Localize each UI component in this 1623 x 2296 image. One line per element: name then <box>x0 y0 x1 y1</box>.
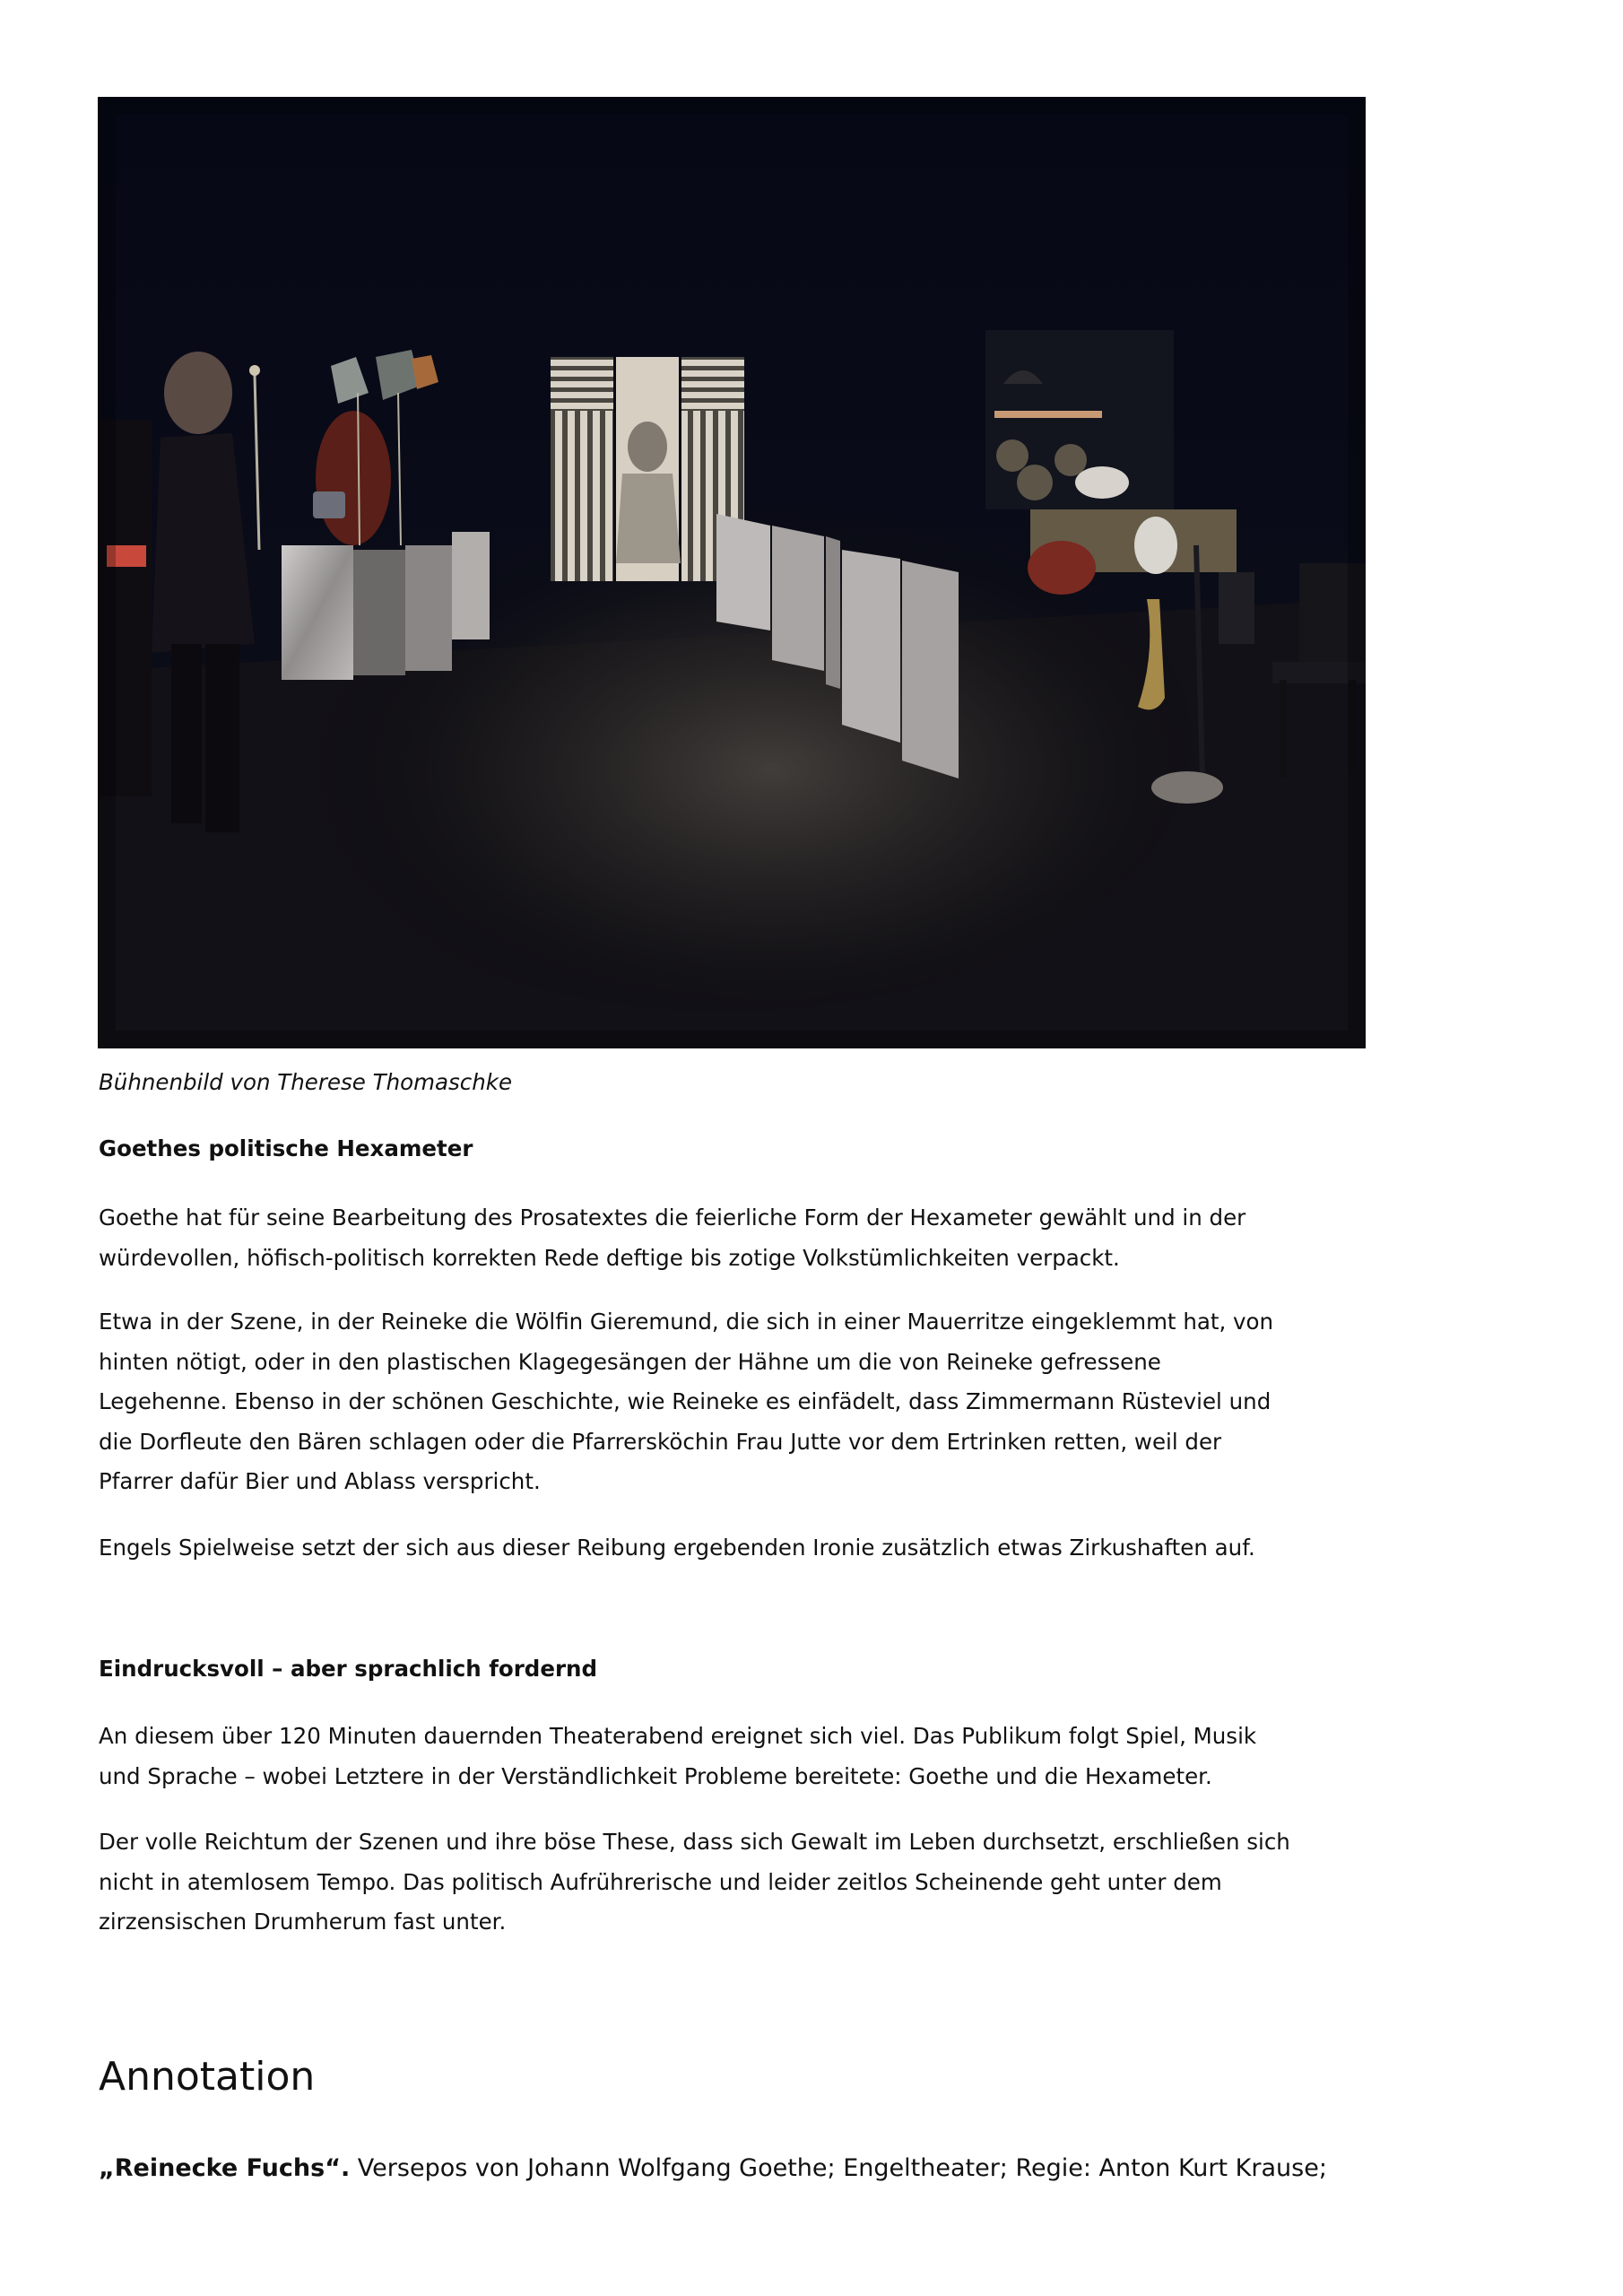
paragraph-line: Etwa in der Szene, in der Reineke die Wölfin Gieremund, die sich in einer Mauerritze eingeklemmt hat, von <box>99 1309 1274 1335</box>
paragraph <box>99 1198 1245 1278</box>
paragraph <box>99 1302 1273 1502</box>
paragraph-line: die Dorfleute den Bären schlagen oder die Pfarrersköchin Frau Jutte vor dem Ertrinken retten, weil der <box>99 1428 1222 1455</box>
stage-photo <box>98 97 1366 1048</box>
central-screen <box>551 357 744 581</box>
annotation-title: „Reinecke Fuchs“. <box>99 2154 351 2182</box>
annotation-heading: Annotation <box>99 2054 316 2100</box>
paragraph-line: Legehenne. Ebenso in der schönen Geschichte, wie Reineke es einfädelt, dass Zimmermann Rüsteviel und <box>99 1388 1271 1414</box>
paragraph-line: An diesem über 120 Minuten dauernden Theaterabend ereignet sich viel. Das Publikum folgt Spiel, Musik <box>99 1723 1257 1749</box>
paragraph-line: Goethe hat für seine Bearbeitung des Prosatextes die feierliche Form der Hexameter gewählt und in der <box>99 1205 1246 1231</box>
paragraph-line: zirzensischen Drumherum fast unter. <box>99 1909 507 1935</box>
paragraph-line: Engels Spielweise setzt der sich aus dieser Reibung ergebenden Ironie zusätzlich etwas Zirkushaften auf. <box>99 1535 1255 1561</box>
paragraph-line: nicht in atemlosem Tempo. Das politisch Aufrührerische und leider zeitlos Scheinende geht unter dem <box>99 1868 1222 1895</box>
stage-photo-illustration <box>98 97 1366 1048</box>
paragraph-line: Pfarrer dafür Bier und Ablass verspricht. <box>99 1468 541 1494</box>
paragraph-line: würdevollen, höfisch-politisch korrekten Rede deftige bis zotige Volkstümlichkeiten verpackt. <box>99 1244 1120 1271</box>
paragraph <box>99 1822 1290 1943</box>
annotation-text <box>99 2152 1327 2185</box>
paragraph-line: und Sprache – wobei Letztere in der Verständlichkeit Probleme bereitete: Goethe und die Hexameter. <box>99 1762 1212 1789</box>
section-heading-goethes-hexameter: Goethes politische Hexameter <box>99 1135 473 1161</box>
section-heading-eindrucksvoll: Eindrucksvoll – aber sprachlich fordernd <box>99 1656 598 1682</box>
paragraph-line: Der volle Reichtum der Szenen und ihre böse These, dass sich Gewalt im Leben durchsetzt, erschließen sich <box>99 1829 1290 1855</box>
paragraph <box>99 1717 1256 1796</box>
annotation-details: Versepos von Johann Wolfgang Goethe; Engeltheater; Regie: Anton Kurt Krause; <box>350 2154 1327 2182</box>
paragraph <box>99 1528 1255 1569</box>
photo-caption: Bühnenbild von Therese Thomaschke <box>99 1069 513 1095</box>
paragraph-line: hinten nötigt, oder in den plastischen Klagegesängen der Hähne um die von Reineke gefressene <box>99 1348 1161 1375</box>
